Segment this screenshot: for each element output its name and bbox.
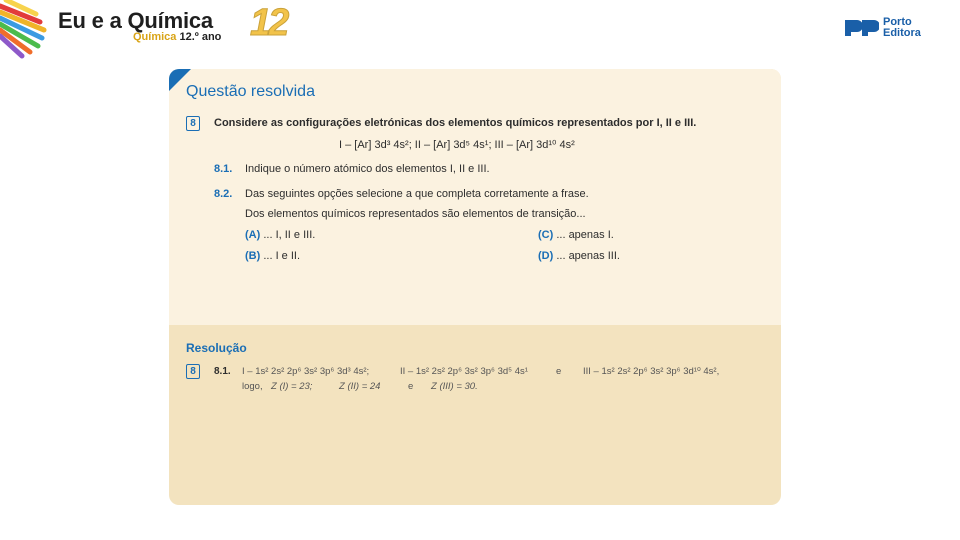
colored-pencils-logo <box>0 0 52 60</box>
resolution-logo: logo, <box>242 381 263 392</box>
brand-grade: 12.º ano <box>179 31 222 43</box>
question-card <box>169 69 781 505</box>
item-number: 8.1. <box>214 163 233 175</box>
resolution-config-iii: III – 1s² 2s² 2p⁶ 3s² 3p⁶ 3d¹⁰ 4s², <box>583 366 720 377</box>
resolution-conj2: e <box>408 381 414 392</box>
brand-number: 12 <box>250 2 287 44</box>
item-prompt: Dos elementos químicos representados são elementos de transição... <box>245 208 586 220</box>
option-b <box>245 250 300 262</box>
item-number: 8.2. <box>214 188 233 200</box>
item-text: Indique o número atómico dos elementos I, II e III. <box>245 163 490 175</box>
electron-configurations: I – [Ar] 3d³ 4s²; II – [Ar] 3d⁵ 4s¹; III – [Ar] 3d¹⁰ 4s² <box>339 139 575 151</box>
resolution-item-number: 8.1. <box>214 366 231 377</box>
question-heading: Questão resolvida <box>186 83 315 100</box>
header <box>0 0 960 60</box>
resolution-heading: Resolução <box>186 341 247 355</box>
option-letter: (B) <box>245 250 261 262</box>
brand-title: Eu e a Química <box>58 8 213 33</box>
resolution-z3: Z (III) = 30. <box>431 381 478 392</box>
resolution-z2: Z (II) = 24 <box>339 381 381 392</box>
option-letter: (C) <box>538 229 554 241</box>
resolution-config-ii: II – 1s² 2s² 2p⁶ 3s² 3p⁶ 3d⁵ 4s¹ <box>400 366 528 377</box>
brand-subtitle <box>133 31 221 43</box>
option-d <box>538 250 620 262</box>
resolution-config-i: I – 1s² 2s² 2p⁶ 3s² 3p⁶ 3d³ 4s²; <box>242 366 370 377</box>
brand-subject: Química <box>133 31 177 43</box>
option-text: ... I e II. <box>263 250 301 262</box>
option-letter: (A) <box>245 229 261 241</box>
resolution-number-badge: 8 <box>186 364 200 379</box>
question-number-badge: 8 <box>186 116 200 131</box>
item-text: Das seguintes opções selecione a que completa corretamente a frase. <box>245 188 589 200</box>
option-letter: (D) <box>538 250 554 262</box>
resolution-z1: Z (I) = 23; <box>271 381 313 392</box>
option-text: ... apenas III. <box>556 250 620 262</box>
option-a <box>245 229 315 241</box>
publisher-name <box>883 17 921 39</box>
publisher-line2: Editora <box>883 27 921 39</box>
resolution-conj: e <box>556 366 562 377</box>
option-text: ... I, II e III. <box>263 229 316 241</box>
option-text: ... apenas I. <box>556 229 614 241</box>
option-c <box>538 229 614 241</box>
question-statement: Considere as configurações eletrónicas dos elementos químicos representados por I, II e III. <box>214 117 697 129</box>
porto-editora-logo-icon <box>843 18 879 38</box>
publisher-line1: Porto <box>883 16 912 28</box>
